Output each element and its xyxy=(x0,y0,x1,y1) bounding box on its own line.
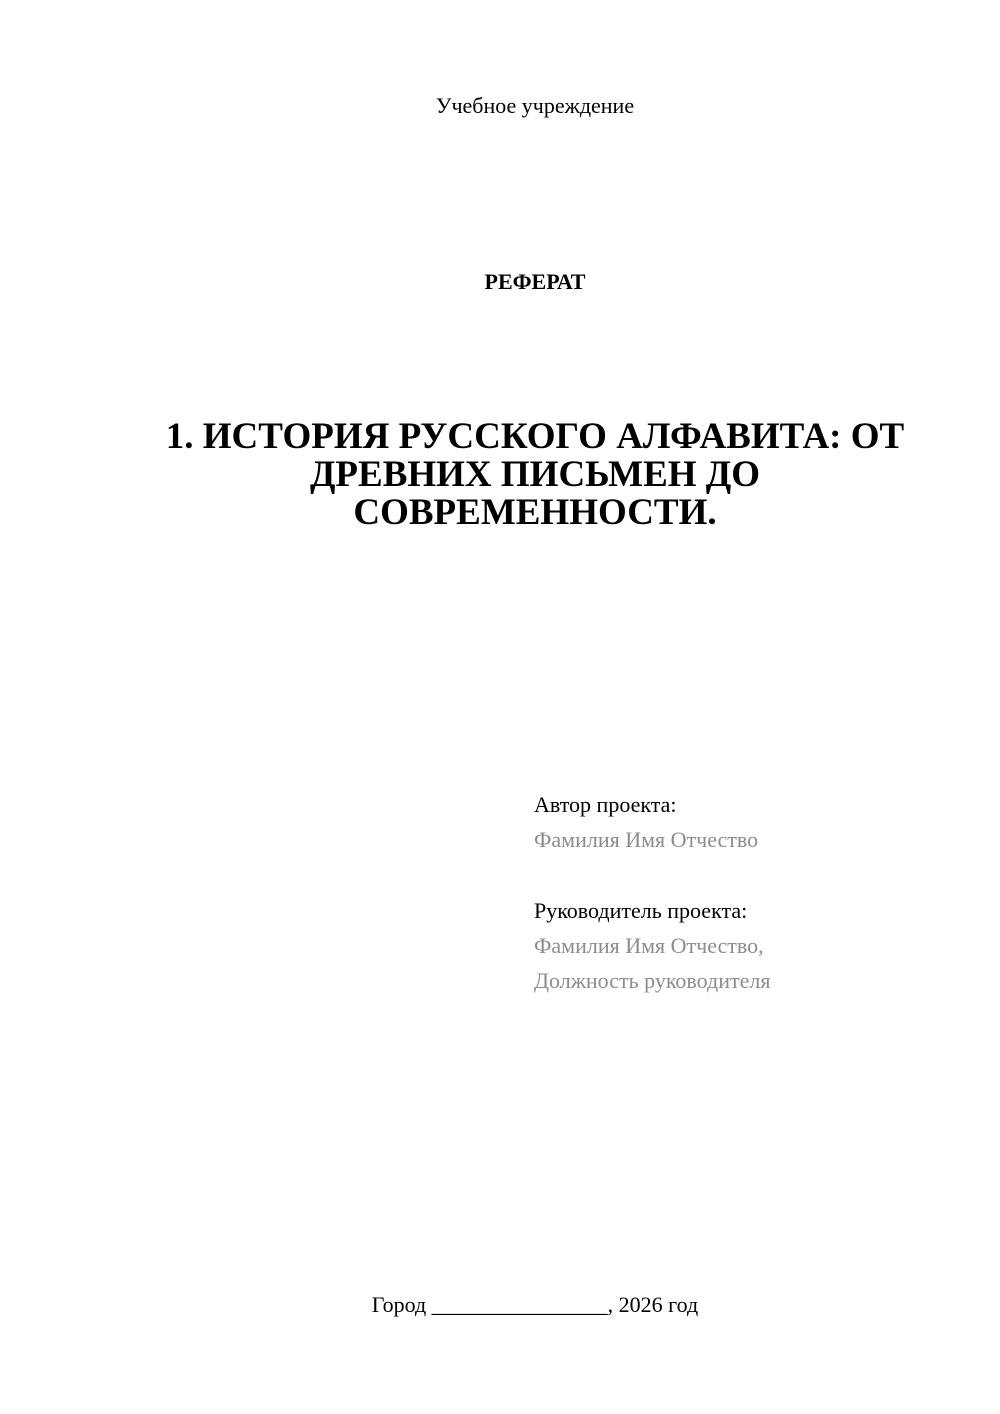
city-year-line: Город ________________, 2026 год xyxy=(371,1292,699,1317)
document-title xyxy=(140,418,930,532)
title-line-1: 1. ИСТОРИЯ РУССКОГО АЛФАВИТА: ОТ xyxy=(165,416,905,457)
document-type: РЕФЕРАТ xyxy=(484,269,586,294)
supervisor-block xyxy=(534,893,974,998)
supervisor-position: Должность руководителя xyxy=(534,968,771,993)
author-label: Автор проекта: xyxy=(534,792,677,817)
institution-name: Учебное учреждение xyxy=(435,93,635,118)
author-name: Фамилия Имя Отчество xyxy=(534,827,759,852)
supervisor-name: Фамилия Имя Отчество, xyxy=(534,933,764,958)
title-line-2: ДРЕВНИХ ПИСЬМЕН ДО xyxy=(309,454,761,495)
supervisor-label: Руководитель проекта: xyxy=(534,898,748,923)
author-block xyxy=(534,787,974,857)
title-line-3: СОВРЕМЕННОСТИ. xyxy=(353,492,717,533)
